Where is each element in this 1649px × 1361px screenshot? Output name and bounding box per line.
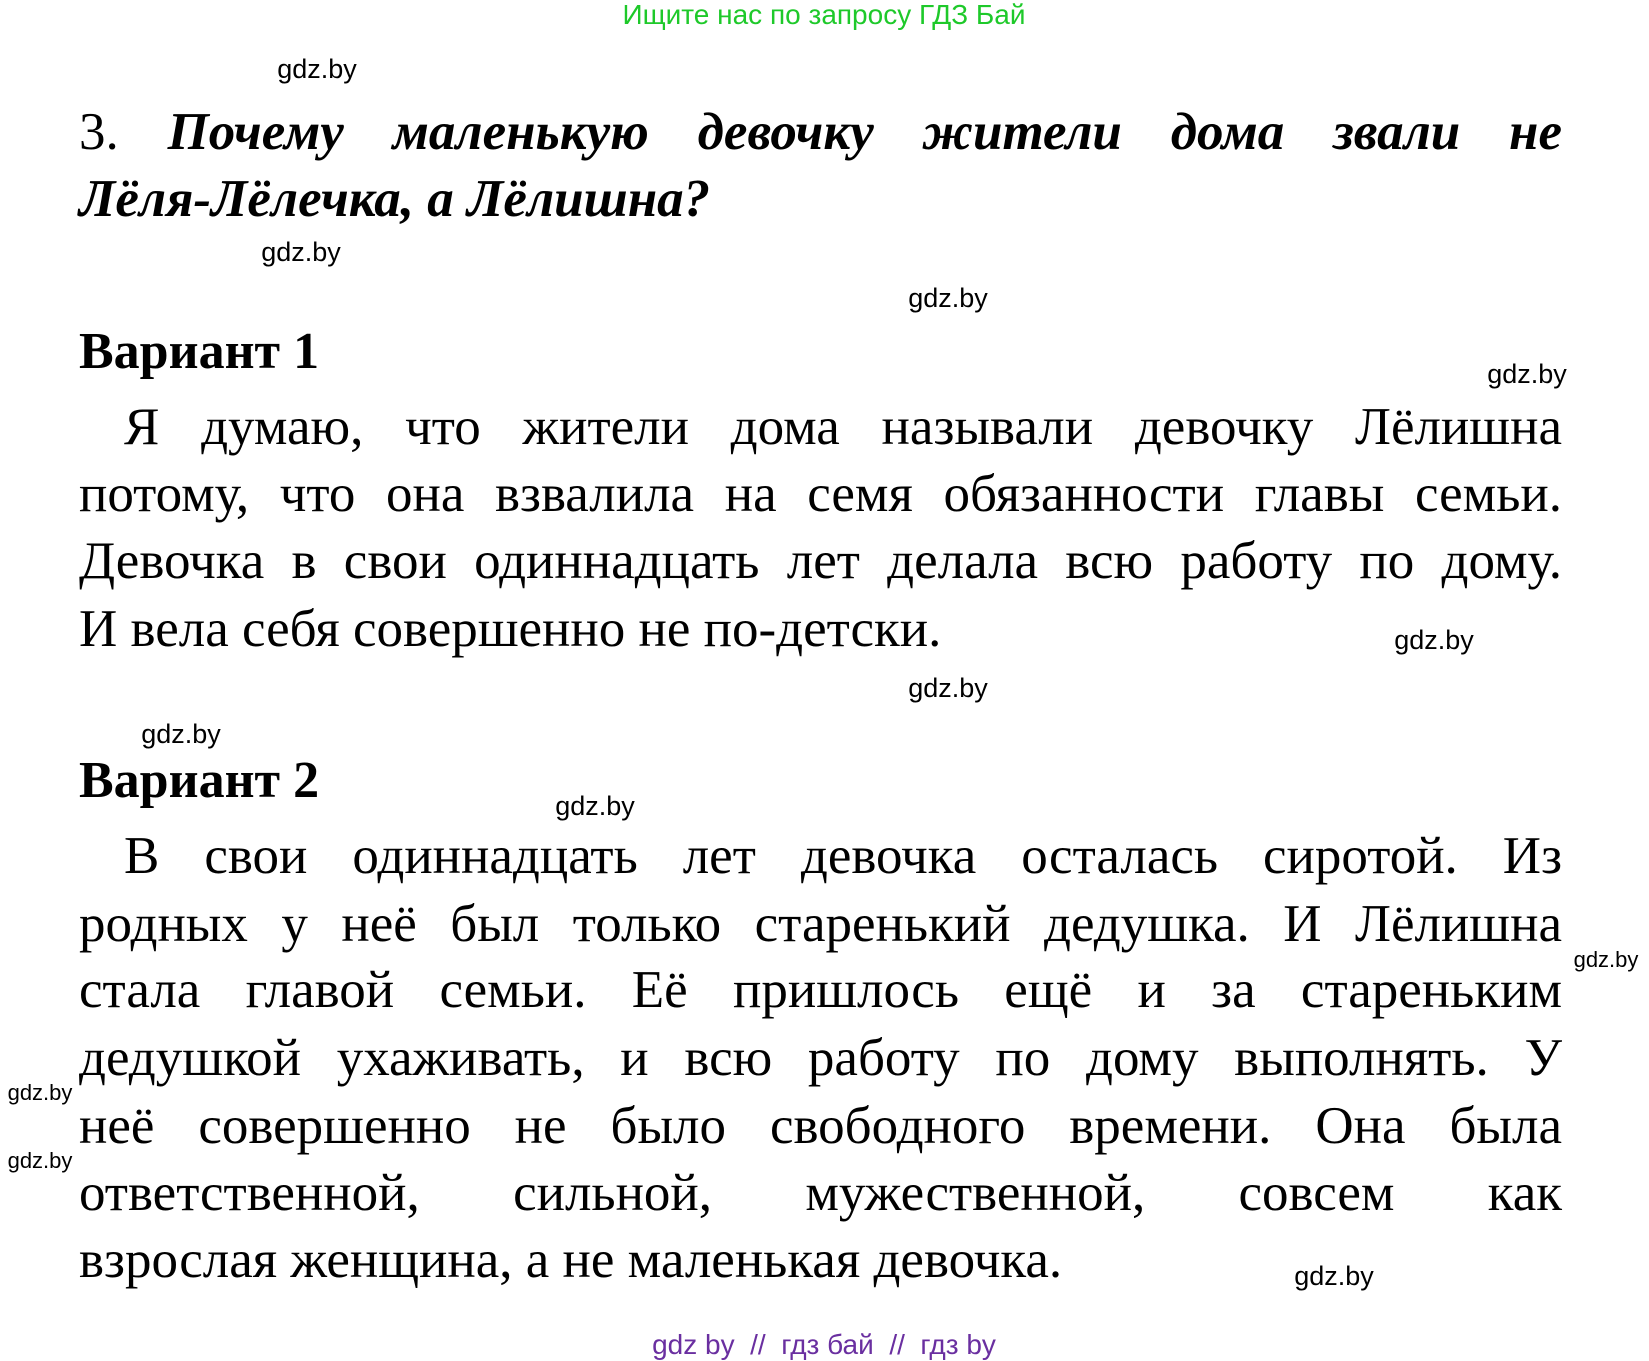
watermark: gdz.by bbox=[277, 54, 357, 84]
variant1-line: И вела себя совершенно не по-детски. bbox=[79, 600, 942, 658]
variant2-line: стала главой семьи. Её пришлось ещё и за стареньким bbox=[79, 961, 1562, 1019]
variant2-line: дедушкой ухаживать, и всю работу по дому выполнять. У bbox=[79, 1029, 1562, 1087]
search-banner: Ищите нас по запросу ГДЗ Бай bbox=[622, 0, 1026, 30]
variant2-line: родных у неё был только старенький дедушка. И Лёлишна bbox=[79, 895, 1562, 953]
variant1-line: Я думаю, что жители дома называли девочку Лёлишна bbox=[124, 398, 1562, 456]
watermark: gdz.by bbox=[1487, 359, 1567, 389]
footer-watermark: gdz by // гдз бай // гдз by bbox=[652, 1329, 996, 1360]
watermark: gdz.by bbox=[141, 719, 221, 749]
variant2-line: взрослая женщина, а не маленькая девочка. bbox=[79, 1231, 1063, 1289]
watermark: gdz.by bbox=[7, 1148, 73, 1173]
question-text: Почему маленькую девочку жители дома звали не bbox=[167, 103, 1563, 161]
watermark: gdz.by bbox=[1573, 947, 1639, 972]
variant2-heading: Вариант 2 bbox=[79, 752, 320, 809]
watermark: gdz.by bbox=[1294, 1261, 1374, 1291]
question-line-2: Лёля-Лёлечка, а Лёлишна? bbox=[79, 170, 711, 228]
variant2-line: неё совершенно не было свободного времени. Она была bbox=[79, 1097, 1562, 1155]
variant1-line: потому, что она взвалила на семя обязанности главы семьи. bbox=[79, 465, 1562, 523]
watermark: gdz.by bbox=[261, 237, 341, 267]
variant2-line: ответственной, сильной, мужественной, совсем как bbox=[79, 1164, 1562, 1222]
question-number: 3. bbox=[79, 103, 119, 161]
watermark: gdz.by bbox=[555, 791, 635, 821]
watermark: gdz.by bbox=[908, 283, 988, 313]
watermark: gdz.by bbox=[1394, 625, 1474, 655]
watermark: gdz.by bbox=[908, 673, 988, 703]
variant1-heading: Вариант 1 bbox=[79, 323, 320, 380]
variant2-line: В свои одиннадцать лет девочка осталась сиротой. Из bbox=[124, 827, 1562, 885]
question-line-1 bbox=[79, 102, 1562, 162]
watermark: gdz.by bbox=[7, 1080, 73, 1105]
variant1-line: Девочка в свои одиннадцать лет делала всю работу по дому. bbox=[79, 532, 1562, 590]
